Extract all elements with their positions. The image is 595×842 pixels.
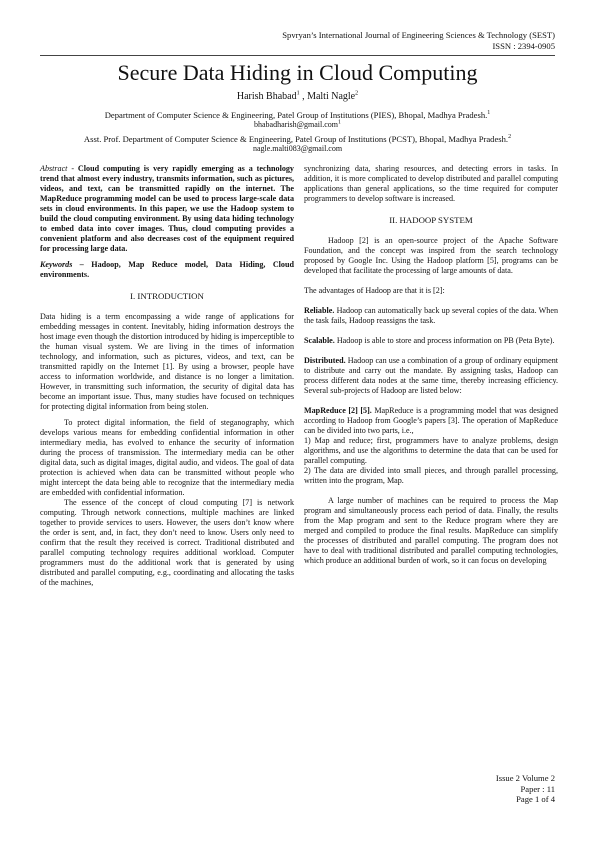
keywords-lead: Keywords – — [40, 260, 84, 269]
definition-paragraph — [304, 356, 558, 396]
journal-name: Spvryan’s International Journal of Engineering Sciences & Technology (SEST) — [282, 30, 555, 40]
affiliation — [40, 134, 555, 155]
author-email[interactable]: bhabadharish@gmail.com — [253, 120, 338, 130]
body-paragraph: The advantages of Hadoop are that it is [2]: — [304, 286, 445, 295]
definition-text: MapReduce is a programming model that was designed according to Hadoop from Google’s papers [3]. The operation of MapReduce can be divided into two parts, i.e., — [304, 406, 558, 435]
footer-issue: Issue 2 Volume 2 — [495, 773, 555, 783]
definition-term: Scalable. — [304, 336, 335, 345]
footer-paper: Paper : 11 — [520, 783, 555, 794]
section-heading: II. HADOOP SYSTEM — [389, 215, 473, 225]
definition-paragraph — [304, 336, 558, 346]
email-sup: 1 — [338, 119, 341, 126]
definition-text: Hadoop can use a combination of a group of ordinary equipment to distribute and carry out the mandate. By assigning tasks, Hadoop can process different data nodes at the same time, thereby increasing efficiency. Several sub-projects of Hadoop are listed below: — [304, 356, 558, 395]
abstract-text: Cloud computing is very rapidly emerging as a technology trend that almost every industry, transmits information, such as pictures, videos, and text, can be transmitted rapidly on the internet. The MapReduce programming model can be used to process large-scale data sets in cloud environments. In this paper, we use the Hadoop system to build the cloud computing environment. By using data hiding technology to embed data into cover images. Thus, cloud computing provides a convenient platform and also decreases cost of the equipment required for processing large data. — [40, 164, 294, 253]
author-sup: 1 — [296, 90, 300, 97]
body-paragraph: The essence of the concept of cloud computing [7] is network computing. Through network connections, multiple machines are linked together to provide services to users. However, the users don’t know where the order is sent, and, in fact, they don’t need to know. Users only need to confirm that the result they received is correct. Traditional distributed and parallel computing technology requires additional workload. Computer programmers must do the additional work that is generated by using distributed and parallel computing, e.g., coordinating and allocating the tasks of the machines, — [40, 498, 294, 587]
author-name: Malti Nagle — [307, 91, 356, 102]
list-item: 1) Map and reduce; first, programmers have to analyze problems, design algorithms, and use the algorithms to determine the data that can be used for parallel computing. — [304, 436, 558, 465]
body-paragraph: Data hiding is a term encompassing a wide range of applications for embedding messages in content. Inevitably, hiding information destroys the host image even though the distortion introduced by hiding is imperceptible to the human visual system. We are living in the times of information technology, and information, such as pictures, videos, and text, can be transmitted rapidly on the Internet [1]. By using a browser, people have access to information worldwide, and distance is no longer a limitation. However, in transmitting such information, the security of digital data has become an important issue. Thus, many studies have focused on techniques for protecting digital information from being stolen. — [40, 312, 294, 411]
definition-term: Reliable. — [304, 306, 335, 315]
body-paragraph: synchronizing data, sharing resources, and detecting errors in tasks. In addition, it is more complicated to develop distributed and parallel computing applications than general applications, so the time required for computer programmers to develop software is increased. — [304, 164, 558, 203]
left-column — [40, 164, 294, 588]
affiliation — [40, 110, 555, 131]
journal-header — [282, 30, 555, 52]
definition-paragraph — [304, 306, 558, 326]
keywords-text: Hadoop, Map Reduce model, Data Hiding, Cloud environments. — [40, 260, 294, 279]
author-email[interactable]: nagle.malti083@gmail.com — [252, 144, 343, 154]
definition-term: MapReduce [2] [5]. — [304, 406, 372, 415]
footer-page-number: Page 1 of 4 — [516, 794, 555, 805]
keywords — [40, 260, 294, 280]
author-sup: 2 — [355, 90, 359, 97]
header-rule — [40, 55, 555, 56]
journal-issn: ISSN : 2394-0905 — [492, 41, 555, 51]
affiliation-sup: 1 — [487, 110, 491, 117]
body-paragraph: To protect digital information, the field of steganography, which develops various means for embedding confidential information in other intermediary media, has evolved to enhance the security of information during the process of transmission. The intermediary media can be other digital data, such as digital images, digital audio, and videos. The goal of data protection is achieved when data can be transmitted without people who might intercept the data being able to recognize that the intermediary media are embedded with confidential information. — [40, 418, 294, 497]
body-paragraph: Hadoop [2] is an open-source project of the Apache Software Foundation, and the concept was inspired from the search technology proposed by Google Inc. Using the Hadoop platform [5], programs can be developed that facilitate the processing of large amounts of data. — [304, 236, 558, 275]
affiliation-sup: 2 — [508, 134, 512, 141]
definition-term: Distributed. — [304, 356, 346, 365]
paper-title: Secure Data Hiding in Cloud Computing — [117, 60, 478, 85]
definition-text: Hadoop can automatically back up several copies of the data. When the task fails, Hadoop reassigns the task. — [304, 306, 558, 325]
definition-paragraph — [304, 406, 558, 436]
author-line — [0, 91, 595, 103]
definition-text: Hadoop is able to store and process information on PB (Peta Byte). — [334, 336, 555, 345]
abstract-lead: Abstract - — [40, 164, 75, 173]
abstract — [40, 164, 294, 254]
list-item: 2) The data are divided into small pieces, and through parallel processing, written into the program, Map. — [304, 466, 558, 485]
page-footer — [496, 773, 555, 805]
affiliation-text: Asst. Prof. Department of Computer Science & Engineering, Patel Group of Institutions (PCST), Bhopal, Madhya Pradesh. — [83, 134, 509, 144]
author-name: Harish Bhabad — [236, 91, 297, 102]
body-paragraph: A large number of machines can be required to process the Map program and simultaneously process each period of data. Finally, the results from the Map program and sent to the Reduce program where they are merged and compiled to produce the final results. MapReduce can simplify the processes of distributed and parallel computing. The program does not have to deal with traditional distributed and parallel computing technologies, which produce an additional burden of work, so it can focus on developing — [304, 496, 558, 565]
author-separator: , — [299, 91, 308, 102]
affiliation-text: Department of Computer Science & Engineering, Patel Group of Institutions (PIES), Bhopal, Madhya Pradesh. — [104, 110, 488, 120]
section-heading: I. INTRODUCTION — [130, 291, 204, 301]
right-column — [304, 164, 558, 566]
